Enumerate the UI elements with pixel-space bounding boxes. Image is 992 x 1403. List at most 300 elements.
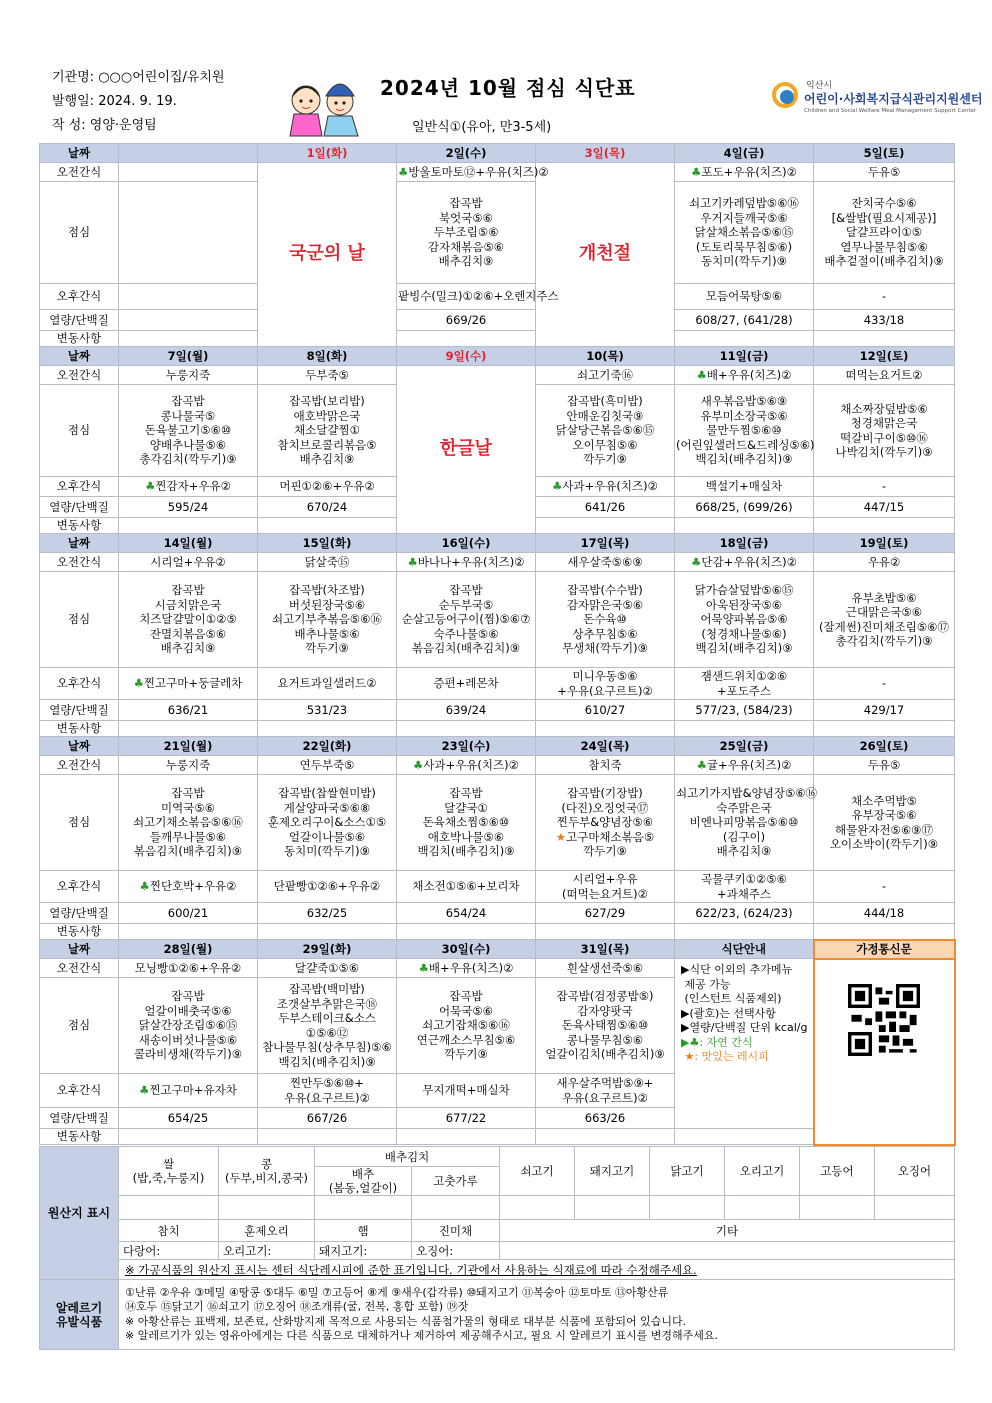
lunch-menu <box>119 775 258 871</box>
origin-squid-value[interactable]: 오징어: <box>412 1242 500 1260</box>
change-note[interactable] <box>119 721 258 737</box>
lunch-item: 콩나물국⑤ <box>160 408 216 423</box>
lunch-item: 열무나물무침⑤⑥ <box>840 239 928 254</box>
lunch-item: 양배추나물⑤⑥ <box>149 437 227 452</box>
guide-line: 제공 가능 <box>681 977 731 991</box>
row-label-pm: 오후간식 <box>40 668 119 700</box>
lunch-item: 치즈달걀말이①②⑤ <box>139 612 237 627</box>
allergy-line-4: ※ 알레르기가 있는 영유아에게는 다른 식품으로 대체하거나 제거하여 제공해주시고, 필요 시 알레르기 표시를 변경해주세요. <box>125 1329 718 1342</box>
lunch-item: 잡곡밥(흑미밥) <box>567 394 643 409</box>
menu-row-date <box>40 940 955 959</box>
day-date: 11일(금) <box>675 347 814 366</box>
am-snack: 새우살죽⑤⑥⑨ <box>536 553 675 572</box>
lunch-item: 채소짜장덮밥⑤⑥ <box>840 401 928 416</box>
lunch-item: 잡곡밥 <box>449 786 483 801</box>
row-label-date: 날짜 <box>40 737 119 756</box>
clover-icon: ♣ <box>145 479 156 494</box>
lunch-menu <box>675 572 814 668</box>
origin-allergy-table <box>39 1146 955 1350</box>
guide-blank <box>675 1129 814 1145</box>
day-date: 4일(금) <box>675 144 814 163</box>
pm-snack: ♣찐고구마+둥글레차 <box>119 668 258 700</box>
change-note[interactable] <box>814 721 955 737</box>
lunch-item: 배추김치⑨ <box>299 452 355 467</box>
logo-english: Children and Social Welfare Meal Management Support Center <box>804 108 977 114</box>
kcal-protein: 677/22 <box>397 1108 536 1129</box>
menu-row-lunch <box>40 182 955 284</box>
lunch-item: 조갯살부추맑은국⑱ <box>276 996 378 1011</box>
holiday-name: 한글날 <box>439 437 493 459</box>
kcal-protein: 641/26 <box>536 497 675 518</box>
change-note[interactable] <box>814 518 955 534</box>
menu-row-kcal <box>40 310 955 331</box>
change-note[interactable] <box>397 1129 536 1145</box>
pm-snack: 곡물쿠키①②⑤⑥ +과채주스 <box>675 871 814 903</box>
pm-snack: 백설기+매실차 <box>675 477 814 497</box>
origin-etc-value[interactable] <box>500 1242 955 1260</box>
clover-icon: ♣ <box>139 879 150 894</box>
change-note[interactable] <box>675 518 814 534</box>
holiday-cell <box>536 163 675 347</box>
origin-cell[interactable] <box>800 1196 875 1220</box>
menu-row-lunch <box>40 775 955 871</box>
lunch-menu <box>258 385 397 477</box>
day-date: 22일(화) <box>258 737 397 756</box>
day-date: 31일(목) <box>536 940 675 959</box>
lunch-item: ★고구마채소볶음⑤ <box>555 829 655 844</box>
menu-row-kcal <box>40 903 955 924</box>
lunch-menu <box>119 385 258 477</box>
lunch-item: 닭살채소볶음⑤⑥⑮ <box>694 225 794 240</box>
lunch-item: (어린잎샐러드&드레싱⑤⑥) <box>676 437 815 452</box>
lunch-item: 채소달걀찜① <box>294 423 360 438</box>
kcal-protein: 577/23, (584/23) <box>675 700 814 721</box>
lunch-menu <box>119 978 258 1074</box>
lunch-item: 잡곡밥(차조밥) <box>289 583 365 598</box>
am-snack <box>119 163 258 182</box>
pm-snack: 단팥빵①②⑥+우유② <box>258 871 397 903</box>
am-snack: 닭살죽⑮ <box>258 553 397 572</box>
date-value: 2024. 9. 19. <box>98 94 177 109</box>
am-snack: 누룽지죽 <box>119 756 258 775</box>
menu-row-kcal <box>40 700 955 721</box>
lunch-item: 볶음김치(배추김치)⑨ <box>411 641 521 656</box>
change-note[interactable] <box>258 924 397 940</box>
page-title: 2024년 10월 점심 식단표 <box>380 76 636 100</box>
allergy-label: 알레르기 유발식품 <box>40 1280 119 1350</box>
origin-ham-header: 햄 <box>315 1220 412 1242</box>
kcal-protein: 667/26 <box>258 1108 397 1129</box>
clover-icon: ♣ <box>696 757 707 772</box>
guide-line: ▶(괄호)는 선택사항 <box>681 1006 776 1020</box>
change-note[interactable] <box>536 1129 675 1145</box>
origin-note-text: ※ 가공식품의 원산지 표시는 센터 식단레시피에 준한 표기입니다. 기관에서 사용하는 식재료에 따라 수정해주세요. <box>125 1262 697 1277</box>
lunch-item: 돈수육⑩ <box>583 612 627 627</box>
lunch-menu <box>814 775 955 871</box>
am-snack: 우유② <box>814 553 955 572</box>
lunch-item: 잡곡밥 <box>171 989 205 1004</box>
lunch-item: 콩나물무침⑤⑥ <box>566 1032 644 1047</box>
logo-city: 익산시 <box>806 81 833 91</box>
row-label-change: 변동사항 <box>40 331 119 347</box>
guide-box <box>675 959 814 1129</box>
date-line <box>52 94 177 110</box>
change-note[interactable] <box>536 518 675 534</box>
lunch-menu <box>397 182 536 284</box>
lunch-item: 훈제오리구이&소스①⑤ <box>267 815 387 830</box>
lunch-item: 백김치(배추김치)⑨ <box>695 641 793 656</box>
origin-cabbage-header: 배추 (봄동,얼갈이) <box>315 1167 412 1196</box>
kcal-protein: 429/17 <box>814 700 955 721</box>
kcal-protein: 444/18 <box>814 903 955 924</box>
origin-cell[interactable] <box>875 1196 955 1220</box>
lunch-item: 청경채맑은국 <box>850 416 918 430</box>
row-label-change: 변동사항 <box>40 1129 119 1145</box>
org-label: 기관명: <box>52 70 95 85</box>
am-snack: ♣포도+우유(치즈)② <box>675 163 814 182</box>
lunch-item: 동치미(깍두기)⑨ <box>701 254 787 269</box>
lunch-item: 어묵양파볶음⑤⑥ <box>700 612 788 627</box>
row-label-kcal: 열량/단백질 <box>40 497 119 518</box>
day-date: 16일(수) <box>397 534 536 553</box>
menu-row-pm <box>40 284 955 310</box>
notice-box <box>814 959 955 1145</box>
author-label: 작 성: <box>52 118 86 133</box>
origin-cell[interactable] <box>725 1196 800 1220</box>
lunch-item: 잡곡밥 <box>171 394 205 409</box>
lunch-item: 숙주나물⑤⑥ <box>433 626 499 641</box>
day-date: 17일(목) <box>536 534 675 553</box>
change-note[interactable] <box>258 1129 397 1145</box>
pm-snack: 머핀①②⑥+우유② <box>258 477 397 497</box>
change-note[interactable] <box>397 331 536 347</box>
menu-row-am <box>40 163 955 182</box>
lunch-item: 참치브로콜리볶음⑤ <box>277 437 377 452</box>
day-date: 10(목) <box>536 347 675 366</box>
kcal-protein: 622/23, (624/23) <box>675 903 814 924</box>
change-note[interactable] <box>814 331 955 347</box>
qr-code-icon[interactable] <box>848 984 920 1056</box>
lunch-item: 백김치(배추김치)⑨ <box>695 452 793 467</box>
lunch-item: 게살양파국⑤⑥⑧ <box>283 800 371 815</box>
am-snack: 두유⑤ <box>814 756 955 775</box>
lunch-item: 두부조림⑤⑥ <box>433 225 499 240</box>
origin-rice-header: 쌀 (밥,죽,누룽지) <box>119 1147 219 1196</box>
origin-cell[interactable] <box>315 1196 412 1220</box>
guide-line: ▶식단 이외의 추가메뉴 <box>681 963 793 976</box>
change-note[interactable] <box>119 924 258 940</box>
day-date: 19일(토) <box>814 534 955 553</box>
lunch-item: 백김치(배추김치)⑨ <box>278 1054 376 1069</box>
row-label-date: 날짜 <box>40 534 119 553</box>
pm-snack: - <box>814 871 955 903</box>
origin-duck-value[interactable]: 오리고기: <box>219 1242 315 1260</box>
menu-row-change <box>40 924 955 940</box>
origin-chili-header: 고춧가루 <box>412 1167 500 1196</box>
origin-cell[interactable] <box>412 1196 500 1220</box>
lunch-item: 잡곡밥 <box>171 786 205 801</box>
lunch-item: 쇠고기카레덮밥⑤⑥⑯ <box>689 196 799 211</box>
row-label-change: 변동사항 <box>40 721 119 737</box>
clover-icon: ♣ <box>398 164 409 179</box>
lunch-item: 닭살간장조림⑤⑥⑮ <box>138 1018 238 1033</box>
clover-icon: ♣ <box>552 479 563 494</box>
pm-snack: 모듬어묵탕⑤⑥ <box>675 284 814 310</box>
pm-snack: ♣사과+우유(치즈)② <box>536 477 675 497</box>
am-snack: 누룽지죽 <box>119 366 258 385</box>
origin-beef-header: 쇠고기 <box>500 1147 575 1196</box>
lunch-item: 닭가슴살덮밥⑤⑥⑮ <box>694 583 794 598</box>
page-header <box>0 0 992 142</box>
row-label-am: 오전간식 <box>40 756 119 775</box>
change-note[interactable] <box>675 331 814 347</box>
am-snack: ♣배+우유(치즈)② <box>675 366 814 385</box>
lunch-item: 들깨무나물⑤⑥ <box>149 829 227 844</box>
row-label-kcal: 열량/단백질 <box>40 903 119 924</box>
day-date: 28일(월) <box>119 940 258 959</box>
row-label-kcal: 열량/단백질 <box>40 1108 119 1129</box>
lunch-item: 돈육불고기⑤⑥⑩ <box>144 423 232 438</box>
menu-row-am <box>40 366 955 385</box>
lunch-menu <box>536 978 675 1074</box>
day-date: 24일(목) <box>536 737 675 756</box>
pm-snack: ♣찐단호박+우유② <box>119 871 258 903</box>
lunch-item: 깍두기⑨ <box>583 844 627 859</box>
mascot-icon <box>286 74 364 138</box>
kcal-protein: 639/24 <box>397 700 536 721</box>
day-date: 15일(화) <box>258 534 397 553</box>
change-note[interactable] <box>675 721 814 737</box>
origin-cell[interactable] <box>119 1196 219 1220</box>
change-note[interactable] <box>119 331 258 347</box>
kcal-protein: 654/24 <box>397 903 536 924</box>
lunch-item: 볶음김치(배추김치)⑨ <box>133 844 243 859</box>
clover-icon: ♣ <box>696 367 707 382</box>
guide-line: ▶♣: 자연 간식 <box>681 1035 753 1049</box>
lunch-menu <box>258 978 397 1074</box>
row-label-pm: 오후간식 <box>40 871 119 903</box>
lunch-item: 깍두기⑨ <box>583 452 627 467</box>
lunch-item: 얼갈이나물⑤⑥ <box>288 829 366 844</box>
lunch-item: 어묵국⑤⑥ <box>439 1003 493 1018</box>
pm-snack: 잼샌드위치①②⑥ +포도주스 <box>675 668 814 700</box>
pm-snack: 무지개떡+매실차 <box>397 1074 536 1108</box>
lunch-item: 깍두기⑨ <box>444 1047 488 1062</box>
lunch-item: 순두부국⑤ <box>438 597 494 612</box>
lunch-menu <box>397 775 536 871</box>
pm-snack: - <box>814 284 955 310</box>
change-note[interactable] <box>119 1129 258 1145</box>
lunch-item: 잡곡밥(기장밥) <box>567 786 643 801</box>
kcal-protein: 632/25 <box>258 903 397 924</box>
lunch-item: 연근깨소스무침⑤⑥ <box>416 1032 516 1047</box>
center-logo <box>770 78 983 124</box>
row-label-kcal: 열량/단백질 <box>40 700 119 721</box>
origin-mackerel-header: 고등어 <box>800 1147 875 1196</box>
day-date: 3일(목) <box>536 144 675 163</box>
origin-squid-header: 오징어 <box>875 1147 955 1196</box>
lunch-menu <box>397 978 536 1074</box>
row-label-kcal: 열량/단백질 <box>40 310 119 331</box>
am-snack: 두부죽⑤ <box>258 366 397 385</box>
day-date: 14일(월) <box>119 534 258 553</box>
lunch-menu <box>814 182 955 284</box>
origin-kimchi-header: 배추김치 <box>315 1147 500 1167</box>
change-note[interactable] <box>814 924 955 940</box>
lunch-item: 미역국⑤⑥ <box>161 800 215 815</box>
lunch-item: 근대맑은국⑤⑥ <box>845 605 923 619</box>
kcal-protein: 654/25 <box>119 1108 258 1129</box>
lunch-item: (청경채나물⑤⑥) <box>701 626 787 641</box>
pm-snack: 찐만두⑤⑥⑩+ 우유(요구르트)② <box>258 1074 397 1108</box>
row-label-date: 날짜 <box>40 347 119 366</box>
origin-bean-header: 콩 (두부,비지,콩국) <box>219 1147 315 1196</box>
origin-pork-value[interactable]: 돼지고기: <box>315 1242 412 1260</box>
lunch-item: 참나물무침(상추무침)⑤⑥ <box>262 1040 392 1054</box>
lunch-item: 우거지들깨국⑤⑥ <box>700 210 788 225</box>
clover-icon: ♣ <box>691 554 702 569</box>
lunch-item: 깍두기⑨ <box>305 641 349 656</box>
am-snack: 연두부죽⑤ <box>258 756 397 775</box>
lunch-item: (잘게썬)진미채조림⑤⑥⑰ <box>819 619 949 634</box>
change-note[interactable] <box>119 518 258 534</box>
allergy-text <box>119 1280 955 1350</box>
clover-icon: ♣ <box>133 676 144 691</box>
lunch-item: 잡곡밥(검정콩밥⑤) <box>556 989 654 1004</box>
lunch-item: 잔멸치볶음⑤⑥ <box>149 626 227 641</box>
pm-snack: 팥빙수(밀크)①②⑥+오렌지주스 <box>397 284 536 310</box>
allergy-line-3: ※ 아황산류는 표백제, 보존료, 산화방지제 목적으로 사용되는 식품첨가물의 형태로 대부분 식품에 포함되어 있습니다. <box>125 1314 687 1328</box>
notice-title: 가정통신문 <box>814 940 955 959</box>
kcal-protein: 670/24 <box>258 497 397 518</box>
origin-smoked-duck-header: 훈제오리 <box>219 1220 315 1242</box>
lunch-item: 떡갈비구이⑤⑩⑯ <box>840 430 928 445</box>
lunch-item: 배추김치⑨ <box>160 641 216 656</box>
row-label-pm: 오후간식 <box>40 1074 119 1108</box>
origin-cell[interactable] <box>500 1196 575 1220</box>
allergy-line-2: ⑭호두 ⑮닭고기 ⑯쇠고기 ⑰오징어 ⑱조개류(굴, 전복, 홍합 포함) ⑲잣 <box>125 1300 469 1313</box>
lunch-item: 비엔나피망볶음⑤⑥⑩ <box>689 815 799 830</box>
day-date: 8일(화) <box>258 347 397 366</box>
change-note[interactable] <box>397 721 536 737</box>
pm-snack: ♣찐고구마+유자차 <box>119 1074 258 1108</box>
lunch-item: 달걀국① <box>444 800 488 815</box>
row-label-change: 변동사항 <box>40 924 119 940</box>
am-snack: 떠먹는요거트② <box>814 366 955 385</box>
origin-tuna-value[interactable]: 다랑어: <box>119 1242 219 1260</box>
origin-pork-header: 돼지고기 <box>575 1147 650 1196</box>
lunch-menu <box>258 775 397 871</box>
row-label-lunch: 점심 <box>40 572 119 668</box>
lunch-item: 두부스테이크&소스 <box>278 1011 376 1025</box>
lunch-item: 시금치맑은국 <box>154 597 222 612</box>
day-date: 18일(금) <box>675 534 814 553</box>
lunch-item: 오이무침⑤⑥ <box>572 437 638 452</box>
kcal-protein: 608/27, (641/28) <box>675 310 814 331</box>
lunch-item: 동치미(깍두기)⑨ <box>284 844 370 859</box>
lunch-menu <box>119 572 258 668</box>
lunch-item: (도토리묵무침⑤⑥) <box>695 239 793 254</box>
change-note[interactable] <box>675 924 814 940</box>
pm-snack: 채소전①⑤⑥+보리차 <box>397 871 536 903</box>
day-date: 25일(금) <box>675 737 814 756</box>
am-snack: 달걀죽①⑤⑥ <box>258 959 397 978</box>
guide-line: ★: 맛있는 레시피 <box>681 1050 769 1063</box>
day-date: 26일(토) <box>814 737 955 756</box>
guide-title: 식단안내 <box>675 940 814 959</box>
am-snack: ♣배+우유(치즈)② <box>397 959 536 978</box>
lunch-item: 잡곡밥(보리밥) <box>289 394 365 409</box>
row-label-am: 오전간식 <box>40 163 119 182</box>
origin-note <box>119 1260 955 1280</box>
lunch-item: 잔치국수⑤⑥ <box>851 196 917 211</box>
author-value: 영양·운영팀 <box>89 118 157 133</box>
guide-line: (인스턴트 식품제외) <box>681 992 782 1005</box>
day-date: 12일(토) <box>814 347 955 366</box>
lunch-item: 해물완자전⑤⑥⑨⑰ <box>835 822 933 837</box>
lunch-item: 얼갈이배춧국⑤⑥ <box>144 1003 232 1018</box>
change-note[interactable] <box>397 924 536 940</box>
menu-row-pm <box>40 871 955 903</box>
kcal-protein: 447/15 <box>814 497 955 518</box>
change-note[interactable] <box>258 518 397 534</box>
lunch-item: 물만두찜⑤⑥⑩ <box>706 423 782 438</box>
guide-line: ▶열량/단백질 단위 kcal/g <box>681 1021 808 1034</box>
menu-row-date <box>40 144 955 163</box>
day-date: 23일(수) <box>397 737 536 756</box>
lunch-item: 나박김치(깍두기)⑨ <box>835 445 933 459</box>
pm-snack: 시리얼+우유 (떠먹는요거트)② <box>536 871 675 903</box>
kcal-protein: 600/21 <box>119 903 258 924</box>
origin-cell[interactable] <box>650 1196 725 1220</box>
star-icon: ★ <box>555 829 567 844</box>
pm-snack <box>119 284 258 310</box>
lunch-item: 새송이버섯나물⑤⑥ <box>138 1032 238 1047</box>
clover-icon: ♣ <box>407 554 418 569</box>
origin-cell[interactable] <box>219 1196 315 1220</box>
change-note[interactable] <box>258 721 397 737</box>
lunch-item: 상추무침⑤⑥ <box>572 626 638 641</box>
row-label-lunch: 점심 <box>40 978 119 1074</box>
org-value: ○○○어린이집/유치원 <box>98 70 225 85</box>
day-date: 7일(월) <box>119 347 258 366</box>
am-snack: 시리얼+우유② <box>119 553 258 572</box>
origin-label: 원산지 표시 <box>40 1147 119 1280</box>
kcal-protein: 595/24 <box>119 497 258 518</box>
lunch-item: 채소주먹밥⑤ <box>851 793 917 808</box>
change-note[interactable] <box>536 924 675 940</box>
origin-tuna-header: 참치 <box>119 1220 219 1242</box>
pm-snack: - <box>814 477 955 497</box>
change-note[interactable] <box>536 721 675 737</box>
menu-table <box>39 143 956 1146</box>
menu-row-am <box>40 756 955 775</box>
lunch-item: 총각김치(깍두기)⑨ <box>139 452 237 467</box>
origin-cell[interactable] <box>575 1196 650 1220</box>
row-label-pm: 오후간식 <box>40 477 119 497</box>
day-date <box>119 144 258 163</box>
am-snack: ♣바나나+우유(치즈)② <box>397 553 536 572</box>
row-label-lunch: 점심 <box>40 775 119 871</box>
lunch-item: 배추나물⑤⑥ <box>294 626 360 641</box>
holiday-cell <box>397 366 536 534</box>
lunch-item: 애호박나물⑤⑥ <box>427 829 505 844</box>
lunch-item: 버섯된장국⑤⑥ <box>288 597 366 612</box>
lunch-menu <box>675 182 814 284</box>
menu-row-am <box>40 959 955 978</box>
lunch-menu <box>119 182 258 284</box>
day-date: 1일(화) <box>258 144 397 163</box>
